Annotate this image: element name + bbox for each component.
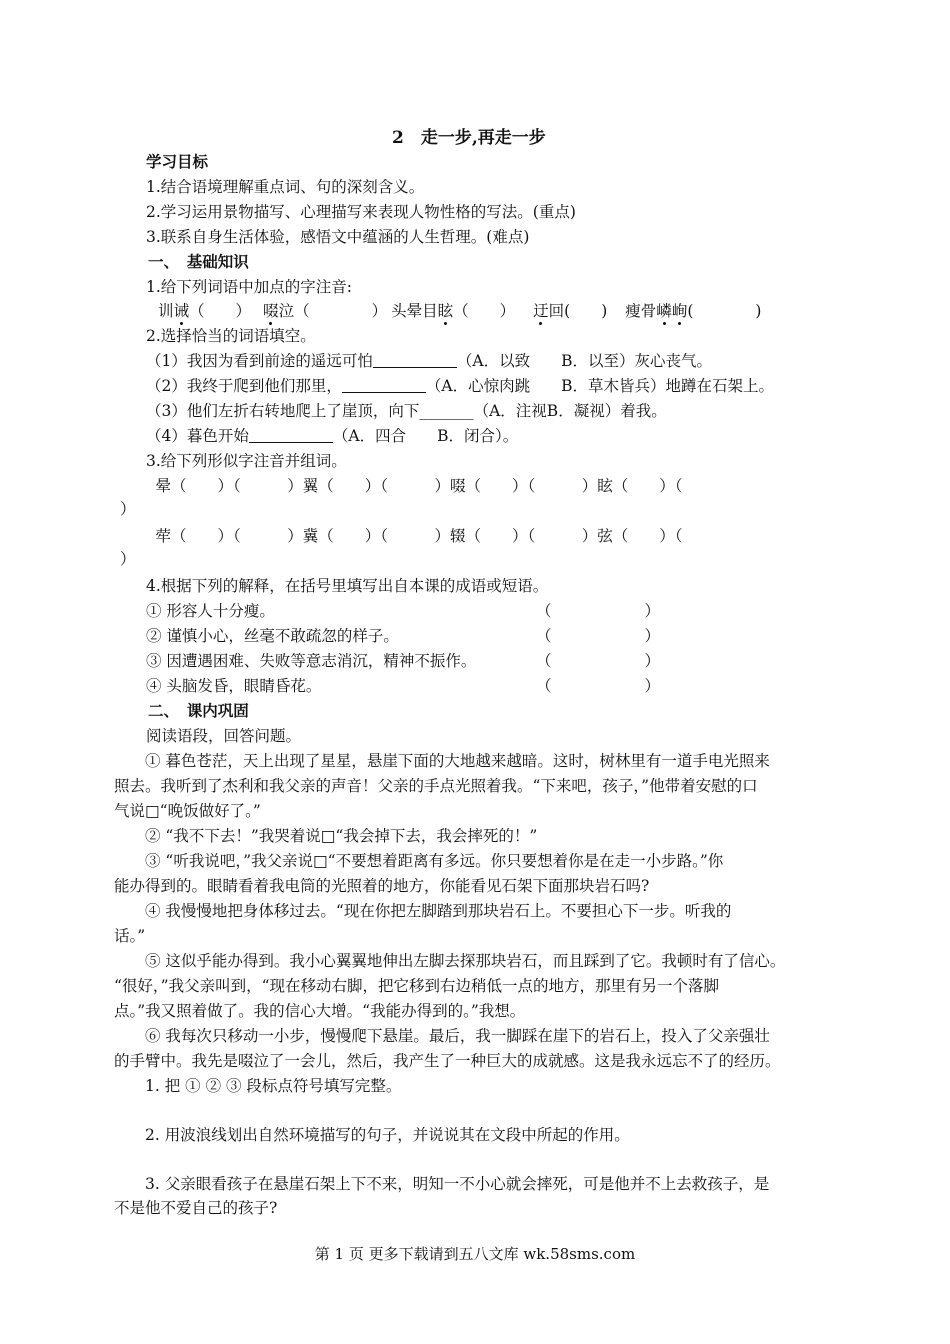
passage-line-13: 的手臂中。我先是啜泣了一会儿，然后，我产生了一种巨大的成就感。这是我永远忘不了的经历。 [114,1052,781,1070]
q2-item-3: （3）他们左折右转地爬上了崖顶，向下_______（A．注视B．凝视）着我。 [146,402,667,420]
goals-heading: 学习目标 [146,152,209,171]
page-footer: 第 1 页 更多下载请到五八文库 wk.58sms.com [314,1245,636,1263]
q1-stem: 1.给下列词语中加点的字注音: [146,278,353,296]
reading-intro: 阅读语段，回答问题。 [146,727,302,745]
reading-question-1: 1. 把 ① ② ③ 段标点符号填写完整。 [114,1077,402,1095]
q4-item-1-paren: （ ） [536,602,661,620]
passage-line-3: 气说□“晚饭做好了。” [114,802,261,820]
q2-stem: 2.选择恰当的词语填空。 [146,327,316,345]
q2-item-2-blank [342,376,426,393]
passage-line-12: ⑥ 我每次只移动一小步，慢慢爬下悬崖。最后，我一脚踩在崖下的岩石上，投入了父亲强壮 [114,1027,770,1045]
goal-item-2: 2.学习运用景物描写、心理描写来表现人物性格的写法。(重点) [146,203,576,221]
q3-stem: 3.给下列形似字注音并组词。 [146,452,347,470]
document-title: 2 走一步,再走一步 [392,128,546,148]
q2-item-1-blank [373,351,457,368]
passage-line-4: ② “我不下去！”我哭着说□“我会掉下去，我会摔死的！” [114,827,538,845]
q4-stem: 4.根据下列的解释，在括号里填写出自本课的成语或短语。 [146,577,549,595]
q1-word3-plain: 头晕目 [391,302,438,320]
q1-word3-paren: （ ） [453,302,516,320]
q2-item-2-text: （2）我终于爬到他们那里， [146,377,342,395]
q1-word4-paren: ( ) [564,302,608,320]
q4-item-1: ① 形容人十分瘦。 [146,602,275,620]
q2-item-1 [146,350,712,372]
q3-row-1: 晕（ ）（ ）翼（ ）（ ）啜（ ）（ ）眩（ ）（ [140,477,683,495]
reading-question-3-cont: 不是他不爱自己的孩子? [114,1199,278,1217]
goal-item-1: 1.结合语境理解重点词、句的深刻含义。 [146,178,425,196]
passage-line-8: 话。” [114,927,146,945]
q1-word5-dotted-a: 嶙 [656,302,672,320]
reading-question-2: 2. 用波浪线划出自然环境描写的句子，并说说其在文段中所起的作用。 [114,1126,630,1144]
q4-item-2: ② 谨慎小心，丝毫不敢疏忽的样子。 [146,627,399,645]
q2-item-4-text: （4）暮色开始 [146,427,249,445]
q4-item-3-paren: （ ） [536,652,661,670]
q2-item-2-options: （A．心惊肉跳 B．草木皆兵）地蹲在石架上。 [425,377,774,395]
q2-item-4 [146,425,518,447]
passage-line-6: 能办得到的。眼睛看着我电筒的光照着的地方，你能看见石架下面那块岩石吗? [114,877,650,895]
q1-word2-plain: 泣 [278,302,295,320]
q1-word4-dotted: 迂 [533,302,549,320]
passage-line-9: ⑤ 这似乎能办得到。我小心翼翼地伸出左脚去探那块岩石，而且踩到了它。我顿时有了信心。 [114,952,786,970]
q2-item-1-options: （A．以致 B．以至）灰心丧气。 [456,352,712,370]
q2-item-4-blank [249,426,333,443]
passage-line-10: “很好，”我父亲叫到，“现在移动右脚，把它移到右边稍低一点的地方，那里有另一个落脚 [114,977,720,995]
q2-item-4-options: （A．四合 B．闭合）。 [332,427,519,445]
q4-item-3: ③ 因遭遇困难、失败等意志消沉，精神不振作。 [146,652,477,670]
section2-heading: 二、 课内巩固 [148,701,249,720]
q3-row-2: 荦（ ）（ ）冀（ ）（ ）辍（ ）（ ）弦（ ）（ [140,527,683,545]
q1-word3-dotted: 眩 [437,302,454,320]
q4-item-2-paren: （ ） [536,627,661,645]
q1-word5-plain: 瘦骨 [625,302,657,320]
reading-question-3: 3. 父亲眼看孩子在悬崖石架上下不来，明知一不小心就会摔死，可是他并不上去救孩子，是 [114,1175,770,1193]
q1-word5-paren: ( ) [687,302,762,320]
passage-line-7: ④ 我慢慢地把身体移过去。“现在你把左脚踏到那块岩石上。不要担心下一步。听我的 [114,902,732,920]
passage-line-11: 点。”我又照着做了。我的信心大增。“我能办得到的。”我想。 [114,1002,526,1020]
q3-row-1-end: ） [120,500,136,518]
q1-word5-dotted-b: 峋 [671,302,688,320]
q3-row-2-end: ） [120,550,136,568]
goal-item-3: 3.联系自身生活体验，感悟文中蕴涵的人生哲理。(难点) [146,228,530,246]
section1-heading: 一、 基础知识 [148,252,249,271]
passage-line-5: ③ “听我说吧，”我父亲说□“不要想着距离有多远。你只要想着你是在走一小步路。”你 [114,852,724,870]
q1-word1-paren: （ ） [189,302,252,320]
q1-word2-dotted: 啜 [263,302,279,320]
q1-words [158,300,761,322]
passage-line-1: ① 暮色苍茫，天上出现了星星，悬崖下面的大地越来越暗。这时，树林里有一道手电光照来 [114,752,770,770]
passage-line-2: 照去。我听到了杰利和我父亲的声音！父亲的手点光照着我。“下来吧，孩子，”他带着安慰的口 [114,777,758,795]
q2-item-2 [146,375,774,397]
q1-word4-plain: 回 [548,302,565,320]
q4-item-4-paren: （ ） [536,677,661,695]
q1-word2-paren: （ ） [294,302,388,320]
q2-item-1-text: （1）我因为看到前途的遥远可怕 [146,352,373,370]
q4-item-4: ④ 头脑发昏，眼睛昏花。 [146,677,322,695]
q1-word1-plain: 训 [158,302,174,320]
q1-word1-dotted: 诫 [173,302,190,320]
